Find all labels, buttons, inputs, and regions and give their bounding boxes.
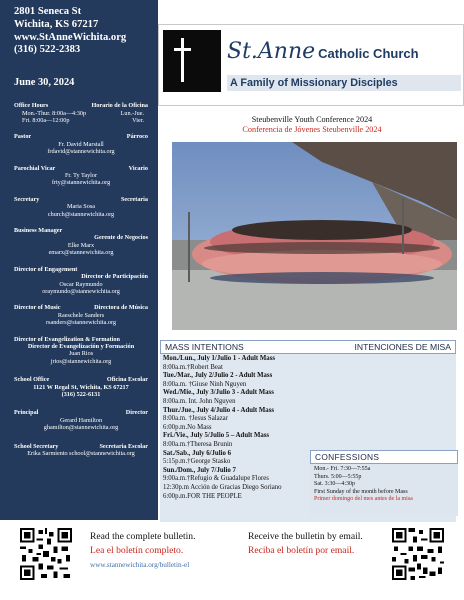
mass-item: 8:00a.m. †Giuse Ninh Nguyen xyxy=(163,380,247,388)
mass-item: 5:15p.m.†George Stasko xyxy=(163,458,231,466)
confessions-line: Thurs. 5:00—5:55p xyxy=(314,473,362,480)
city: Wichita, KS 67217 xyxy=(14,18,99,30)
mass-day-1 xyxy=(163,355,452,372)
mass-item: 6:00p.m.FOR THE PEOPLE xyxy=(163,492,242,500)
business-block xyxy=(14,227,148,257)
contact[interactable]: Erika Sarmiento school@stannewichita.org xyxy=(27,450,135,457)
mass-item: 8:00a.m.†Theresa Brunin xyxy=(163,440,233,448)
confessions-line: First Sunday of the month before Mass xyxy=(314,488,408,495)
footer-read-bulletin xyxy=(90,530,196,572)
label-en: Business Manager xyxy=(14,227,63,235)
mass-day-heading: Wed./Mie., July 3/Julio 3 - Adult Mass xyxy=(163,389,274,397)
mass-day-heading: Thur./Jue., July 4/Julio 4 - Adult Mass xyxy=(163,406,274,414)
phone[interactable]: (316) 522-6131 xyxy=(61,390,101,398)
name: Fr. David Marstall xyxy=(58,140,104,148)
confessions-line-es: Primer domingo del mes antes de la misa xyxy=(314,496,413,503)
email[interactable]: church@stannewichita.org xyxy=(47,210,115,218)
label-en: Director of Engagement xyxy=(14,265,78,273)
mass-intentions-header xyxy=(160,340,456,354)
school-office-block xyxy=(14,376,148,398)
sidebar xyxy=(0,0,158,520)
parish-address xyxy=(14,6,148,57)
confessions-box xyxy=(310,450,458,516)
label-es: Secretaria xyxy=(120,195,148,203)
cross-logo-icon xyxy=(163,30,221,92)
mass-item: 9:00a.m.†Refugio & Guadalupe Flores xyxy=(163,475,269,483)
event-title-en: Steubenville Youth Conference 2024 xyxy=(251,115,373,124)
principal-block xyxy=(14,409,148,431)
confessions-line: Sat. 3:30—4:30p xyxy=(314,481,356,488)
label-en: Secretary xyxy=(14,195,40,203)
masthead xyxy=(158,24,464,106)
label-en: Director of Evangelization & Formation xyxy=(14,335,120,343)
mass-day-heading: Fri./Vie., July 5/Julio 5 – Adult Mass xyxy=(163,432,270,440)
event-title xyxy=(160,115,464,135)
confessions-schedule xyxy=(310,464,458,506)
name: Raeschele Sanders xyxy=(57,311,105,319)
address: 1121 W Regal St, Wichita, KS 67217 xyxy=(33,383,129,391)
mass-item: 8:00a.m.†Robert Beat xyxy=(163,363,223,371)
label-en: Director of Music xyxy=(14,304,61,312)
mass-item: 8:00a.m. †Jesus Salazar xyxy=(163,415,228,423)
label-es: Director de Participación xyxy=(81,273,148,281)
label-es: Horario de la Oficina xyxy=(91,102,148,110)
parish-name-script: St.Anne xyxy=(227,39,316,64)
event-title-es: Conferencia de Jóvenes Steubenville 2024 xyxy=(242,125,382,134)
mass-day-heading: Sun./Dom., July 7/Julio 7 xyxy=(163,466,236,474)
name: Gerard Hamilton xyxy=(59,416,103,424)
label-es: Párroco xyxy=(126,133,148,141)
engagement-block xyxy=(14,266,148,296)
hours-line-1: Mon.-Thur. 8:00a—4:30p xyxy=(22,109,87,117)
name: Maria Sosa xyxy=(66,203,95,211)
mass-day-2 xyxy=(163,372,452,389)
read-bulletin-en: Read the complete bulletin. xyxy=(90,531,196,542)
parish-name-rest: Catholic Church xyxy=(318,46,419,61)
name: Fr. Ty Taylor xyxy=(64,172,98,180)
email[interactable]: rsanders@stannewichita.org xyxy=(45,319,117,327)
email[interactable]: jrios@stannewichita.org xyxy=(50,357,112,365)
name: Elke Marx xyxy=(67,241,95,249)
office-hours xyxy=(14,102,148,124)
phone[interactable]: (316) 522-2383 xyxy=(14,44,81,56)
label-en: Pastor xyxy=(14,133,32,141)
mass-item: 8:00a.m. Int. John Nguyen xyxy=(163,397,236,405)
confessions-line: Mon.- Fri. 7:30—7:55a xyxy=(314,466,371,472)
bulletin-link[interactable]: www.stannewichita.org/bulletin-el xyxy=(90,561,190,569)
vicar-block xyxy=(14,165,148,187)
mass-day-4 xyxy=(163,407,452,433)
email[interactable]: frty@stannewichita.org xyxy=(51,179,111,187)
label-en: Office Hours xyxy=(14,102,49,110)
music-block xyxy=(14,304,148,326)
mass-day-heading: Mon./Lun., July 1/Julio 1 - Adult Mass xyxy=(163,355,275,362)
email[interactable]: frdavid@stannewichita.org xyxy=(47,148,115,156)
label-es: Gerente de Negocios xyxy=(94,234,148,242)
label-en: Principal xyxy=(14,409,39,417)
confessions-title: CONFESSIONS xyxy=(310,450,458,464)
street: 2801 Seneca St xyxy=(14,6,82,17)
email-bulletin-es: Reciba el boletín por email. xyxy=(248,545,355,556)
label-es: Director de Evangelización y Formación xyxy=(27,342,135,350)
bulletin-date: June 30, 2024 xyxy=(14,77,75,89)
group-photo xyxy=(172,142,457,330)
read-bulletin-es: Lea el boletín completo. xyxy=(90,545,184,556)
secretary-block xyxy=(14,196,148,218)
label-es: Secretaria Escolar xyxy=(99,442,148,450)
label-en: School Office xyxy=(14,376,50,384)
website[interactable]: www.StAnneWichita.org xyxy=(14,31,127,43)
label-es: Oficina Escolar xyxy=(106,376,148,384)
footer-email-bulletin xyxy=(248,530,363,558)
mass-day-heading: Sat./Sab., July 6/Julio 6 xyxy=(163,449,231,457)
email-bulletin-en: Receive the bulletin by email. xyxy=(248,531,363,542)
hours-line-2-es: Vier. xyxy=(132,117,144,124)
mass-item: 6:00p.m.No Mass xyxy=(163,423,212,431)
mass-item: 12:30p.m Acción de Gracias Diego Soriano xyxy=(163,483,282,491)
label-es: Director xyxy=(125,409,148,417)
email[interactable]: oraymundo@stannewichita.org xyxy=(42,287,120,295)
name: Oscar Raymundo xyxy=(59,280,103,288)
group-photo-illustration xyxy=(172,142,457,330)
mass-intentions-title-es: INTENCIONES DE MISA xyxy=(354,342,451,352)
mass-day-3 xyxy=(163,389,452,406)
mass-day-5 xyxy=(163,432,452,449)
mass-day-heading: Tue./Mar., July 2/Julio 2 - Adult Mass xyxy=(163,372,273,380)
parish-name xyxy=(227,39,419,64)
label-en: Parochial Vicar xyxy=(14,164,56,172)
hours-line-2: Fri. 8:00a—12:00p xyxy=(22,117,70,124)
label-es: Vicario xyxy=(128,164,148,172)
label-es: Directora de Música xyxy=(94,304,148,312)
label-en: School Secretary xyxy=(14,442,59,450)
tagline: A Family of Missionary Disciples xyxy=(227,75,461,91)
email-qr-code-icon[interactable] xyxy=(392,528,444,580)
email[interactable]: emarx@stannewichita.org xyxy=(48,249,114,257)
name: Juan Rios xyxy=(68,350,94,358)
pastor-block xyxy=(14,133,148,155)
evangelization-block xyxy=(14,336,148,366)
mass-intentions-title-en: MASS INTENTIONS xyxy=(165,342,244,352)
school-secretary-block xyxy=(14,443,148,458)
bulletin-qr-code-icon[interactable] xyxy=(20,528,72,580)
email[interactable]: ghamilton@stannewichita.org xyxy=(43,424,119,432)
hours-line-1-es: Lun.-Jue. xyxy=(120,109,144,117)
